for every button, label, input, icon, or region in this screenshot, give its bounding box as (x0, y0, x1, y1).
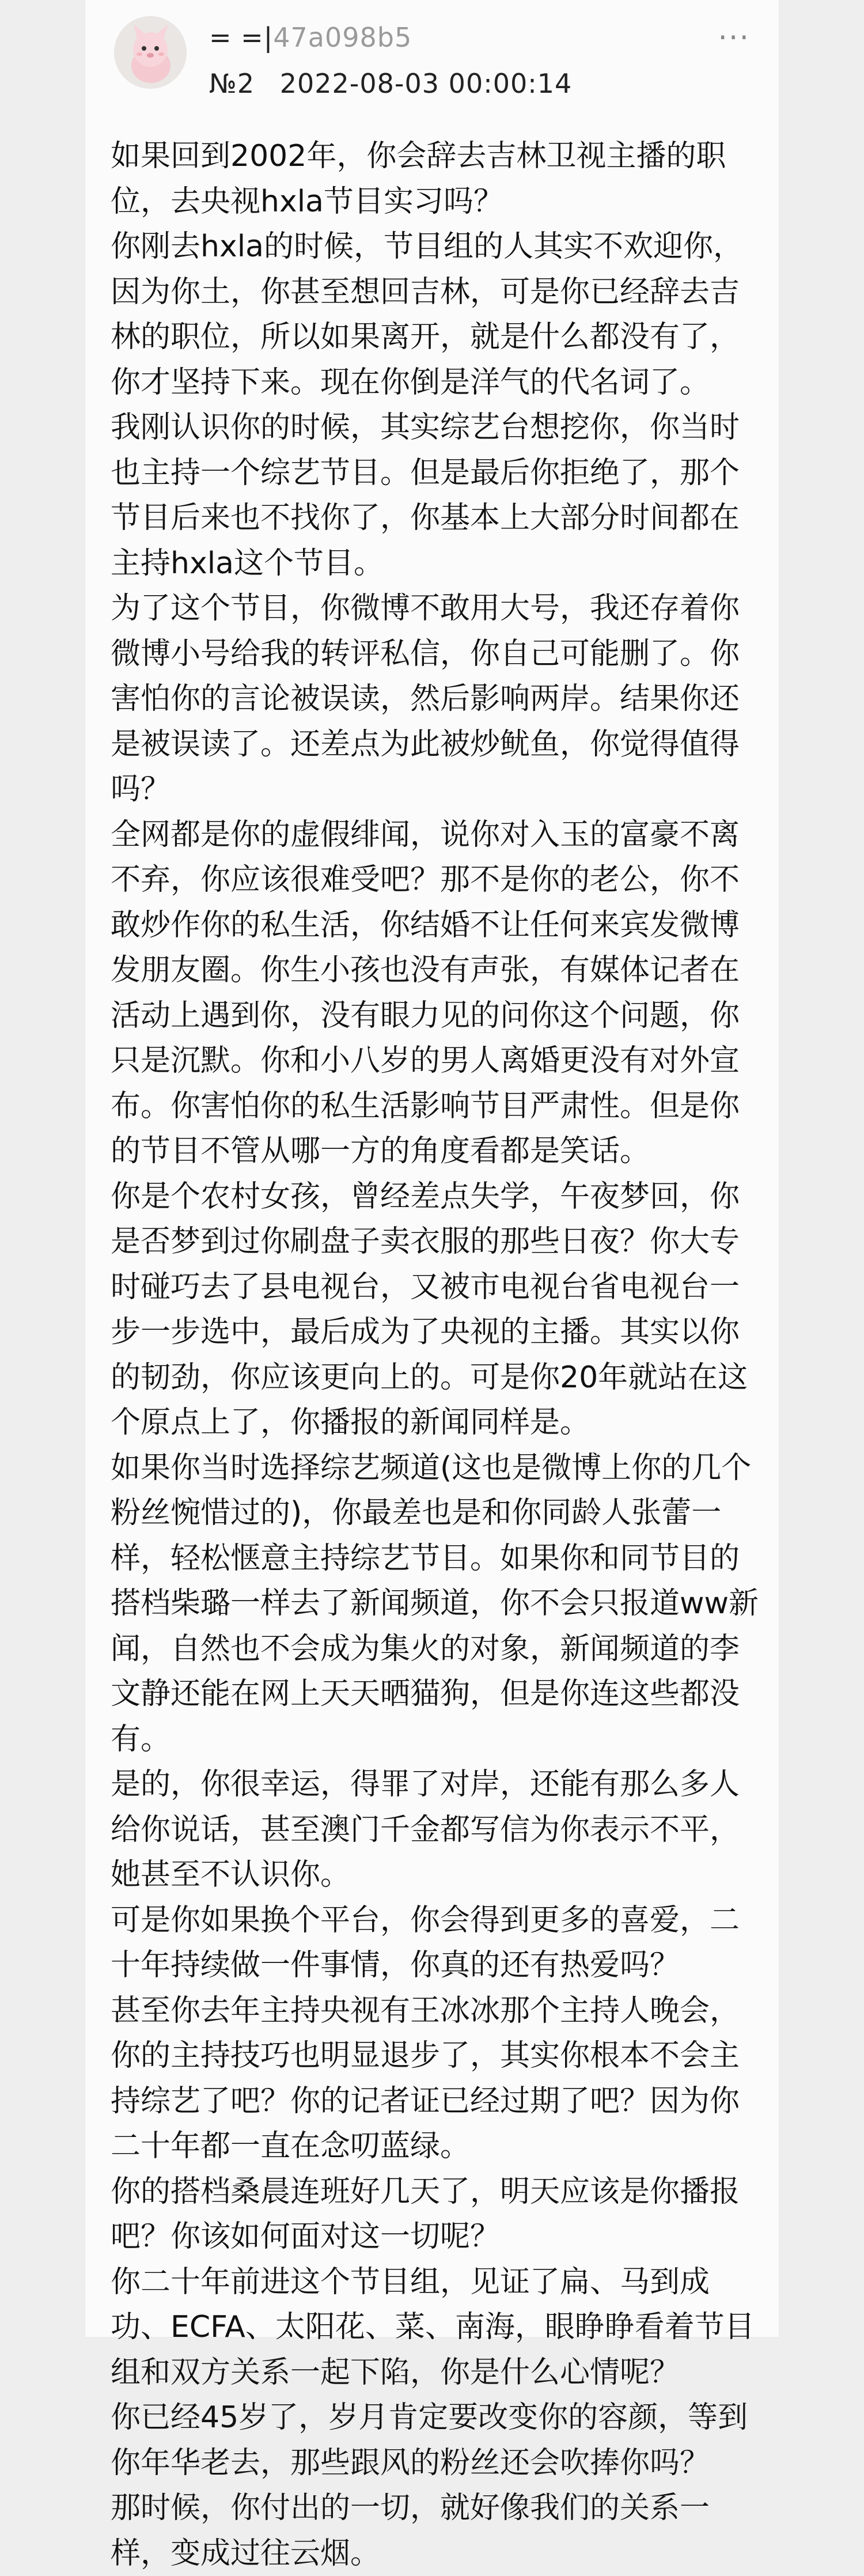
paragraph: 你已经45岁了，岁月肯定要改变你的容颜，等到你年华老去，那些跟风的粉丝还会吹捧你吗？ (111, 2400, 748, 2480)
more-dots-icon[interactable]: ··· (718, 21, 750, 55)
cartoon-avatar-icon[interactable] (114, 16, 187, 89)
post-datetime: 2022-08-03 00:00:14 (279, 68, 573, 99)
paragraph: 你的搭档桑晨连班好几天了，明天应该是你播报吧？你该如何面对这一切呢？ (111, 2174, 740, 2254)
username-id: 47a098b5 (273, 22, 412, 53)
username-prefix: = =| (209, 22, 274, 53)
post-content (111, 134, 767, 2576)
paragraph: 如果你当时选择综艺频道(这也是微博上你的几个粉丝惋惜过的)，你最差也是和你同龄人张蕾一样，轻松惬意主持综艺节目。如果你和同节目的搭档柴璐一样去了新闻频道，你不会只报道ww新闻，自然也不会成为集火的对象，新闻频道的李文静还能在网上天天晒猫狗，但是你连这些都没有。 (111, 1450, 759, 1757)
username[interactable] (209, 22, 412, 53)
paragraph: 可是你如果换个平台，你会得到更多的喜爱，二十年持续做一件事情，你真的还有热爱吗？ (111, 1902, 740, 1983)
paragraph: 那时候，你付出的一切，就好像我们的关系一样，变成过往云烟。 (111, 2491, 710, 2571)
paragraph: 如果回到2002年，你会辞去吉林卫视主播的职位，去央视hxla节目实习吗？ (111, 139, 726, 219)
paragraph: 是的，你很幸运，得罪了对岸，还能有那么多人给你说话，甚至澳门千金都写信为你表示不平，她甚至不认识你。 (111, 1767, 740, 1892)
paragraph: 你二十年前进这个节目组，见证了扁、马到成功、ECFA、太阳花、菜、南海，眼睁睁看着节目组和双方关系一起下陷，你是什么心情呢？ (111, 2264, 755, 2390)
post-meta (209, 68, 572, 99)
paragraph: 为了这个节目，你微博不敢用大号，我还存着你微博小号给我的转评私信，你自己可能删了。你害怕你的言论被误读，然后影响两岸。结果你还是被误读了。还差点为此被炒鱿鱼，你觉得值得吗？ (111, 591, 740, 807)
paragraph: 甚至你去年主持央视有王冰冰那个主持人晚会，你的主持技巧也明显退步了，其实你根本不会主持综艺了吧？你的记者证已经过期了吧？因为你二十年都一直在念叨蓝绿。 (111, 1993, 740, 2163)
post-card (85, 0, 779, 2571)
floor-number: №2 (209, 68, 255, 99)
paragraph: 你是个农村女孩，曾经差点失学，午夜梦回，你是否梦到过你刷盘子卖衣服的那些日夜？你大专时碰巧去了县电视台，又被市电视台省电视台一步一步选中，最后成为了央视的主播。其实以你的韧劲，你应该更向上的。可是你20年就站在这个原点上了，你播报的新闻同样是。 (111, 1179, 748, 1440)
post-header (85, 0, 779, 121)
paragraph: 我刚认识你的时候，其实综艺台想挖你，你当时也主持一个综艺节目。但是最后你拒绝了，那个节目后来也不找你了，你基本上大部分时间都在主持hxla这个节目。 (111, 410, 740, 581)
paragraph: 你刚去hxla的时候，节目组的人其实不欢迎你，因为你土，你甚至想回吉林，可是你已经辞去吉林的职位，所以如果离开，就是什么都没有了，你才坚持下来。现在你倒是洋气的代名词了。 (111, 229, 744, 400)
paragraph: 全网都是你的虚假绯闻，说你对入玉的富豪不离不弃，你应该很难受吧？那不是你的老公，你不敢炒作你的私生活，你结婚不让任何来宾发微博发朋友圈。你生小孩也没有声张，有媒体记者在活动上遇到你，没有眼力见的问你这个问题，你只是沉默。你和小八岁的男人离婚更没有对外宣布。你害怕你的私生活影响节目严肃性。但是你的节目不管从哪一方的角度看都是笑话。 (111, 817, 740, 1168)
